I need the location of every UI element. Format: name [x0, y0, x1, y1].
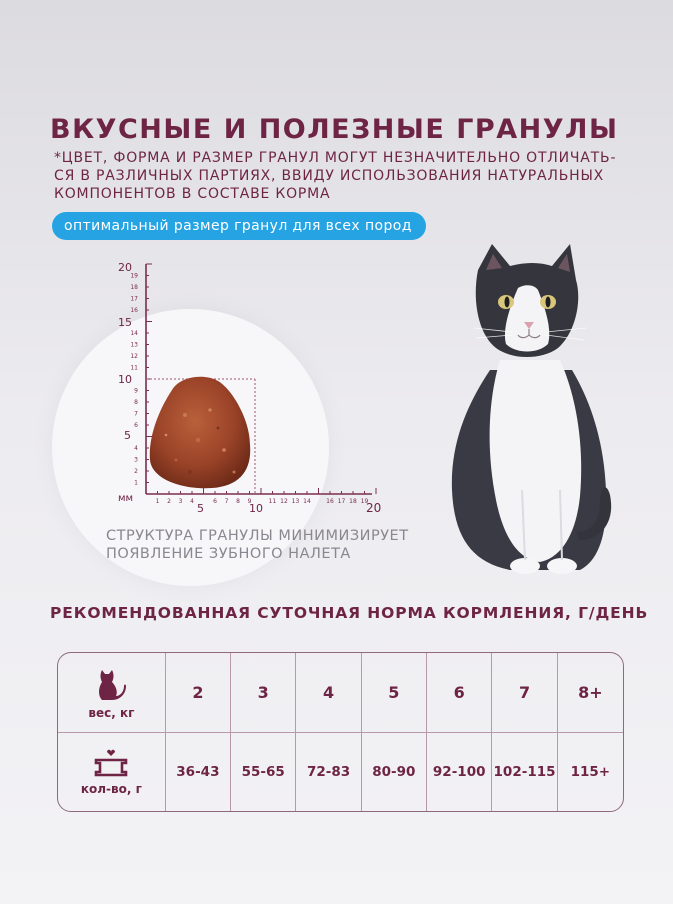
x-minor-label: 19 [360, 498, 369, 505]
y-minor-label: 2 [134, 468, 138, 475]
weight-cell: 5 [362, 653, 427, 732]
x-minor-label: 8 [236, 498, 240, 505]
amount-cell: 80-90 [362, 733, 427, 811]
y-tick-label-10: 10 [118, 373, 132, 386]
amount-label: кол-во, г [80, 782, 142, 796]
weight-cell: 2 [166, 653, 231, 732]
granule-size-badge: оптимальный размер гранул для всех пород [52, 212, 426, 240]
note-line: КОМПОНЕНТОВ В СОСТАВЕ КОРМА [54, 186, 331, 202]
x-minor-label: 7 [224, 498, 229, 505]
weight-cell: 8+ [578, 683, 603, 702]
x-minor-label: 14 [303, 498, 311, 505]
y-minor-label: 18 [130, 284, 138, 291]
feeding-title: РЕКОМЕНДОВАННАЯ СУТОЧНАЯ НОРМА КОРМЛЕНИЯ, Г/ДЕНЬ [50, 604, 649, 622]
cat-photo [430, 240, 630, 580]
amount-cell: 92-100 [427, 733, 492, 811]
x-tick-label-5: 5 [197, 502, 204, 515]
x-minor-label: 6 [213, 498, 217, 505]
caption-line: СТРУКТУРА ГРАНУЛЫ МИНИМИЗИРУЕТ [106, 528, 409, 544]
page-title: ВКУСНЫЕ И ПОЛЕЗНЫЕ ГРАНУЛЫ [50, 114, 619, 145]
y-minor-label: 17 [130, 295, 138, 303]
granule-ruler-diagram [100, 250, 390, 520]
y-minor-label: 14 [130, 330, 138, 337]
amount-cell: 55-65 [231, 733, 296, 811]
y-minor-label: 4 [134, 445, 138, 452]
y-minor-label: 6 [134, 422, 138, 429]
y-minor-label: 8 [134, 399, 138, 406]
food-bowl-icon [92, 748, 130, 778]
x-minor-label: 12 [280, 498, 288, 505]
weight-cell: 7 [492, 653, 557, 732]
y-minor-label: 9 [134, 387, 138, 395]
weight-cell: 3 [231, 653, 296, 732]
caption-line: ПОЯВЛЕНИЕ ЗУБНОГО НАЛЕТА [106, 546, 351, 562]
cat-silhouette-icon [92, 666, 130, 702]
amount-row [58, 733, 623, 811]
weight-cell: 6 [427, 653, 492, 732]
weight-cell: 4 [296, 653, 361, 732]
x-minor-label: 11 [268, 498, 277, 505]
disclaimer-note [54, 149, 634, 203]
amount-cell: 72-83 [296, 733, 361, 811]
x-minor-label: 16 [326, 498, 334, 505]
y-minor-label: 19 [130, 272, 138, 280]
x-minor-label: 17 [337, 498, 346, 505]
granule-image [150, 377, 250, 488]
amount-header-cell [58, 733, 166, 811]
note-line: СЯ В РАЗЛИЧНЫХ ПАРТИЯХ, ВВИДУ ИСПОЛЬЗОВАНИЯ НАТУРАЛЬНЫХ [54, 168, 605, 184]
weight-label: вес, кг [88, 705, 135, 720]
y-minor-label: 1 [134, 479, 138, 487]
y-minor-label: 16 [130, 307, 138, 314]
y-minor-label: 12 [130, 353, 138, 360]
amount-cell: 102-115 [492, 733, 557, 811]
y-minor-label: 3 [134, 456, 138, 464]
x-minor-label: 2 [167, 498, 171, 505]
x-minor-label: 18 [349, 498, 357, 505]
x-minor-label: 3 [178, 498, 183, 505]
y-minor-label: 7 [134, 410, 138, 418]
y-tick-label-5: 5 [124, 429, 131, 442]
feeding-table [57, 652, 624, 812]
x-minor-label: 9 [247, 498, 252, 505]
y-minor-label: 11 [130, 364, 138, 372]
y-tick-label-20: 20 [118, 261, 132, 274]
unit-label: мм [118, 493, 134, 504]
x-minor-label: 4 [190, 498, 194, 505]
amount-cell: 36-43 [166, 733, 231, 811]
weight-header-cell [58, 653, 166, 732]
structure-caption [106, 527, 426, 563]
x-minor-label: 13 [291, 498, 300, 505]
x-tick-label-20: 20 [366, 501, 382, 515]
x-tick-label-10: 10 [249, 502, 263, 515]
weight-row [58, 653, 623, 733]
y-tick-label-15: 15 [118, 316, 132, 329]
note-line: *ЦВЕТ, ФОРМА И РАЗМЕР ГРАНУЛ МОГУТ НЕЗНАЧИТЕЛЬНО ОТЛИЧАТЬ- [54, 150, 617, 166]
x-minor-label: 1 [155, 498, 160, 505]
amount-cell: 115+ [570, 764, 611, 780]
y-minor-label: 13 [130, 341, 138, 349]
